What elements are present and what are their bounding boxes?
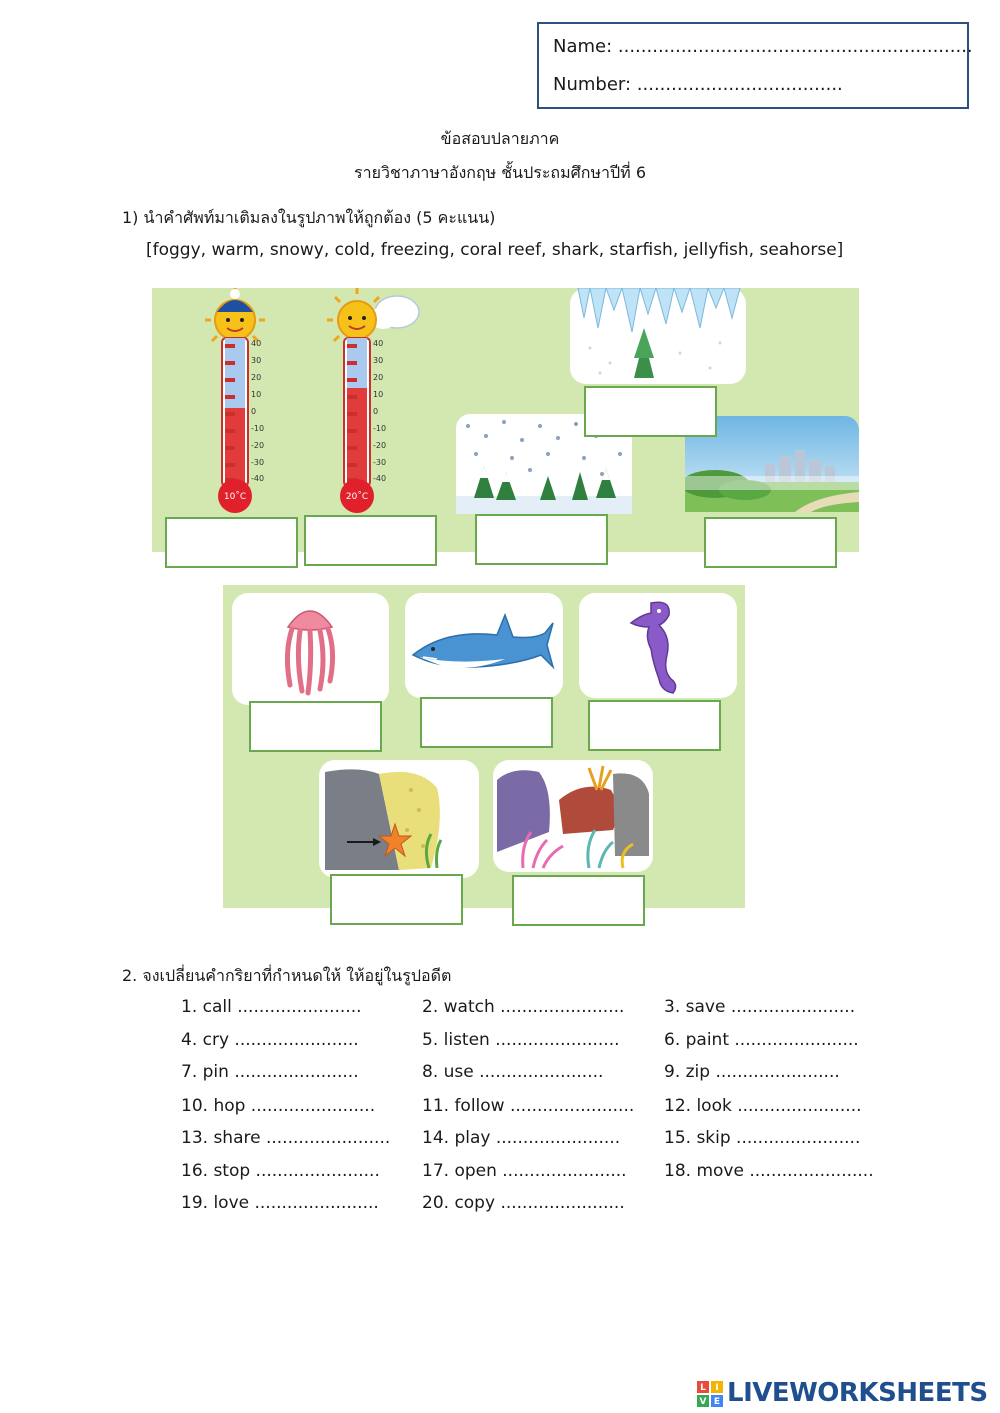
verb-item-3[interactable]: 3. save ....................... bbox=[664, 997, 856, 1017]
thermometer2-label: 20˚C bbox=[345, 492, 369, 502]
verb-item-2[interactable]: 2. watch ....................... bbox=[422, 997, 625, 1017]
verb-item-8[interactable]: 8. use ....................... bbox=[422, 1062, 604, 1082]
coral-reef-image bbox=[493, 760, 653, 872]
answer-box-cold[interactable] bbox=[165, 517, 298, 568]
verb-item-17[interactable]: 17. open ....................... bbox=[422, 1161, 627, 1181]
exam-subtitle: รายวิชาภาษาอังกฤษ ชั้นประถมศึกษาปีที่ 6 bbox=[354, 163, 646, 182]
liveworksheets-logo bbox=[697, 1378, 997, 1408]
verb-item-1[interactable]: 1. call ....................... bbox=[181, 997, 362, 1017]
svg-text:-10: -10 bbox=[251, 424, 265, 433]
name-field[interactable]: Name: .............................................................. bbox=[553, 36, 973, 57]
verb-item-15[interactable]: 15. skip ....................... bbox=[664, 1128, 861, 1148]
verb-item-4[interactable]: 4. cry ....................... bbox=[181, 1030, 359, 1050]
answer-box-seahorse[interactable] bbox=[588, 700, 721, 751]
section1-instruction: 1) นำคำศัพท์มาเติมลงในรูปภาพให้ถูกต้อง (5 คะแนน) bbox=[122, 208, 496, 227]
svg-text:30: 30 bbox=[251, 356, 262, 365]
sun-icon bbox=[327, 288, 379, 341]
answer-box-freezing[interactable] bbox=[584, 386, 717, 437]
verb-item-7[interactable]: 7. pin ....................... bbox=[181, 1062, 359, 1082]
verb-item-12[interactable]: 12. look ....................... bbox=[664, 1096, 862, 1116]
verb-item-6[interactable]: 6. paint ....................... bbox=[664, 1030, 859, 1050]
word-bank: [foggy, warm, snowy, cold, freezing, coral reef, shark, starfish, jellyfish, seahorse] bbox=[146, 240, 844, 260]
exam-title: ข้อสอบปลายภาค bbox=[440, 129, 560, 148]
verb-item-19[interactable]: 19. love ....................... bbox=[181, 1193, 379, 1213]
answer-box-jellyfish[interactable] bbox=[249, 701, 382, 752]
svg-text:40: 40 bbox=[251, 339, 262, 348]
svg-text:-10: -10 bbox=[373, 424, 387, 433]
starfish-image bbox=[319, 760, 479, 878]
svg-text:10: 10 bbox=[251, 390, 262, 399]
svg-text:-40: -40 bbox=[373, 474, 387, 483]
svg-text:20: 20 bbox=[373, 373, 384, 382]
thermometer1-label: 10˚C bbox=[223, 492, 247, 502]
svg-text:-20: -20 bbox=[251, 441, 265, 450]
svg-text:30: 30 bbox=[373, 356, 384, 365]
logo-letter-i: I bbox=[715, 1383, 719, 1393]
seahorse-image bbox=[579, 593, 737, 698]
answer-box-snowy[interactable] bbox=[475, 514, 608, 565]
svg-text:-20: -20 bbox=[373, 441, 387, 450]
svg-text:0: 0 bbox=[251, 407, 257, 416]
verb-item-16[interactable]: 16. stop ....................... bbox=[181, 1161, 380, 1181]
freezing-icicles-image bbox=[570, 288, 746, 384]
logo-blocks-icon bbox=[697, 1381, 723, 1407]
jellyfish-image bbox=[232, 593, 389, 705]
svg-text:40: 40 bbox=[373, 339, 384, 348]
answer-box-warm[interactable] bbox=[304, 515, 437, 566]
svg-text:20: 20 bbox=[251, 373, 262, 382]
svg-text:0: 0 bbox=[373, 407, 379, 416]
verb-item-5[interactable]: 5. listen ....................... bbox=[422, 1030, 620, 1050]
logo-letter-e: E bbox=[713, 1397, 721, 1407]
verb-item-10[interactable]: 10. hop ....................... bbox=[181, 1096, 376, 1116]
answer-box-coral-reef[interactable] bbox=[512, 875, 645, 926]
verb-item-18[interactable]: 18. move ....................... bbox=[664, 1161, 874, 1181]
sun-with-hat-icon bbox=[205, 288, 265, 341]
svg-text:10: 10 bbox=[373, 390, 384, 399]
answer-box-starfish[interactable] bbox=[330, 874, 463, 925]
verb-item-14[interactable]: 14. play ....................... bbox=[422, 1128, 621, 1148]
verb-item-20[interactable]: 20. copy ....................... bbox=[422, 1193, 625, 1213]
answer-box-foggy[interactable] bbox=[704, 517, 837, 568]
section2-instruction: 2. จงเปลี่ยนคำกริยาที่กำหนดให้ ให้อยู่ในรูปอดีต bbox=[122, 966, 452, 985]
verb-item-13[interactable]: 13. share ....................... bbox=[181, 1128, 391, 1148]
logo-letter-l: L bbox=[700, 1383, 706, 1393]
brand-name: LIVEWORKSHEETS bbox=[727, 1378, 988, 1408]
svg-text:-30: -30 bbox=[251, 458, 265, 467]
name-number-box bbox=[537, 22, 973, 109]
number-field[interactable]: Number: .................................... bbox=[553, 74, 843, 95]
verb-item-11[interactable]: 11. follow ....................... bbox=[422, 1096, 635, 1116]
verb-item-9[interactable]: 9. zip ....................... bbox=[664, 1062, 840, 1082]
shark-image bbox=[405, 593, 563, 698]
logo-letter-v: V bbox=[699, 1397, 707, 1407]
answer-box-shark[interactable] bbox=[420, 697, 553, 748]
svg-text:-30: -30 bbox=[373, 458, 387, 467]
thermometer-warm-image bbox=[315, 288, 425, 518]
svg-text:-40: -40 bbox=[251, 474, 265, 483]
thermometer-cold-image bbox=[195, 288, 285, 518]
